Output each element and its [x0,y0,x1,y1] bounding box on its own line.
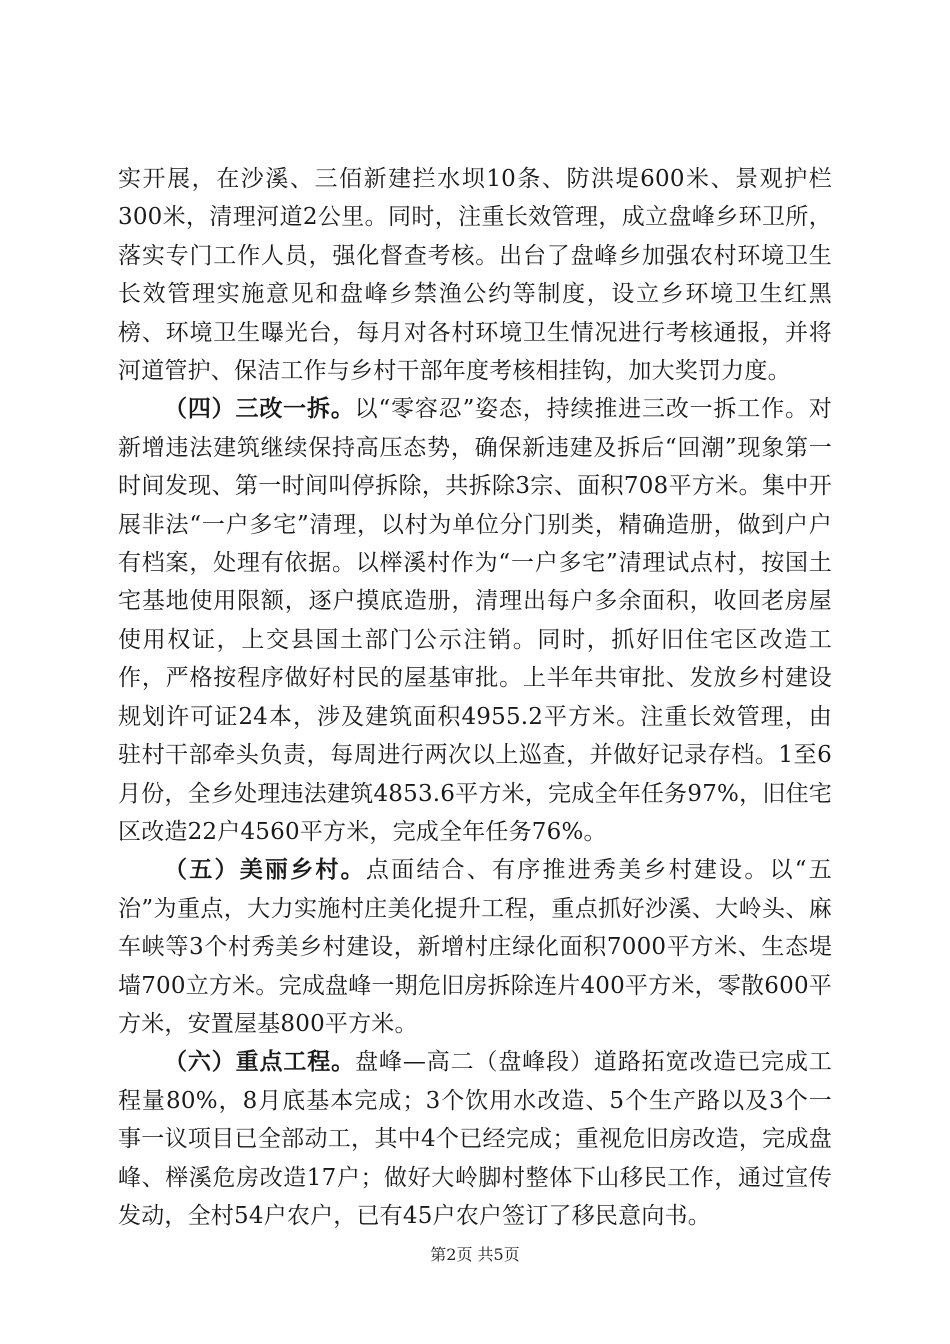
paragraph-text: 盘峰—高二（盘峰段）道路拓宽改造已完成工程量80%，8月底基本完成；3个饮用水改造、5个生产路以及3个一事一议项目已全部动工，其中4个已经完成；重视危旧房改造，完成盘峰、榉溪危房改造17户；做好大岭脚村整体下山移民工作，通过宣传发动，全村54户农户，已有45户农户签订了移民意向书。 [118,1049,833,1229]
paragraph-text: 实开展，在沙溪、三佰新建拦水坝10条、防洪堤600米、景观护栏300米，清理河道2公里。同时，注重长效管理，成立盘峰乡环卫所，落实专门工作人员，强化督查考核。出台了盘峰乡加强农村环境卫生长效管理实施意见和盘峰乡禁渔公约等制度，设立乡环境卫生红黑榜、环境卫生曝光台，每月对各村环境卫生情况进行考核通报，并将河道管护、保洁工作与乡村干部年度考核相挂钩，加大奖罚力度。 [118,166,832,385]
paragraph-text: 点面结合、有序推进秀美乡村建设。以“五治”为重点，大力实施村庄美化提升工程，重点抓好沙溪、大岭头、麻车峡等3个村秀美乡村建设，新增村庄绿化面积7000平方米、生态堤墙700立方米。完成盘峰一期危旧房拆除连片400平方米，零散600平方米，安置屋基800平方米。 [118,857,832,1037]
paragraph-sangai-yichai [118,390,832,851]
page-number-footer: 第2页 共5页 [430,1245,520,1264]
paragraph-environment-continued [118,160,832,390]
section-heading-four: （四）三改一拆。 [164,395,355,423]
section-heading-six: （六）重点工程。 [164,1048,356,1076]
paragraph-key-projects [118,1043,832,1235]
paragraph-text: 以“零容忍”姿态，持续推进三改一拆工作。对新增违法建筑继续保持高压态势，确保新违建及拆后“回潮”现象第一时间发现、第一时间叫停拆除，共拆除3宗、面积708平方米。集中开展非法“一户多宅”清理，以村为单位分门别类，精确造册，做到户户有档案，处理有依据。以榉溪村作为“一户多宅”清理试点村，按国土宅基地使用限额，逐户摸底造册，清理出每户多余面积，收回老房屋使用权证，上交县国土部门公示注销。同时，抓好旧住宅区改造工作，严格按程序做好村民的屋基审批。上半年共审批、发放乡村建设规划许可证24本，涉及建筑面积4955.2平方米。注重长效管理，由驻村干部牵头负责，每周进行两次以上巡查，并做好记录存档。1至6月份，全乡处理违法建筑4853.6平方米，完成全年任务97%，旧住宅区改造22户4560平方米，完成全年任务76%。 [118,396,832,845]
document-body [118,160,832,1235]
paragraph-beautiful-village [118,851,832,1043]
section-heading-five: （五）美丽乡村。 [164,856,366,884]
